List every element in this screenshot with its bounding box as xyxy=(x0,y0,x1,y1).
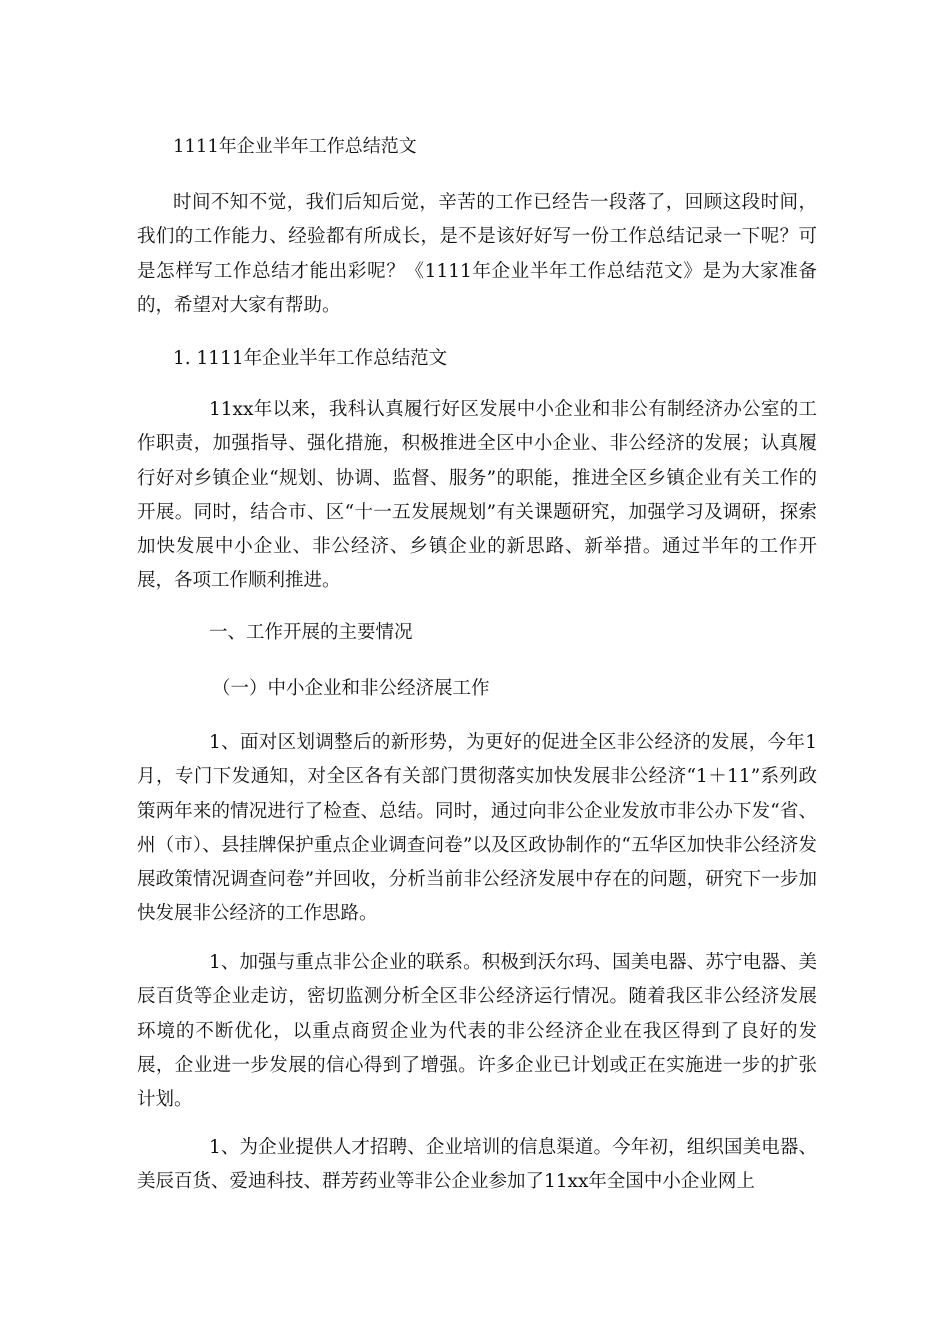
section-heading: 1. 1111年企业半年工作总结范文 xyxy=(173,348,448,369)
body-paragraph-2: 1、面对区划调整后的新形势，为更好的促进全区非公经济的发展，今年1月，专门下发通知，对全区各有关部门贯彻落实加快发展非公经济“1＋11”系列政策两年来的情况进行了检查、总结。同时，通过向非公企业发放市非公办下发“省、州（市）、县挂牌保护重点企业调查问卷”以及区政协制作的“五华区加快非公经济发展政策情况调查问卷”并回收，分析当前非公经济发展中存在的问题，研究下一步加快发展非公经济的工作思路。 xyxy=(137,732,817,925)
body-paragraph-4: 1、为企业提供人才招聘、企业培训的信息渠道。今年初，组织国美电器、美辰百货、爱迪科技、群芳药业等非公企业参加了11xx年全国中小企业网上 xyxy=(137,1137,817,1193)
body-paragraph-1: 11xx年以来，我科认真履行好区发展中小企业和非公有制经济办公室的工作职责，加强指导、强化措施，积极推进全区中小企业、非公经济的发展；认真履行好对乡镇企业“规划、协调、监督、服务”的职能，推进全区乡镇企业有关工作的开展。同时，结合市、区“十一五发展规划”有关课题研究，加强学习及调研，探索加快发展中小企业、非公经济、乡镇企业的新思路、新举措。通过半年的工作开展，各项工作顺利推进。 xyxy=(137,399,817,592)
subheading-main-situation: 一、工作开展的主要情况 xyxy=(209,622,413,643)
subheading-sme-work: （一）中小企业和非公经济展工作 xyxy=(212,678,490,699)
body-paragraph-3: 1、加强与重点非公企业的联系。积极到沃尔玛、国美电器、苏宁电器、美辰百货等企业走访，密切监测分析全区非公经济运行情况。随着我区非公经济发展环境的不断优化，以重点商贸企业为代表的非公经济企业在我区得到了良好的发展，企业进一步发展的信心得到了增强。许多企业已计划或正在实施进一步的扩张计划。 xyxy=(137,952,817,1111)
intro-paragraph: 时间不知不觉，我们后知后觉，辛苦的工作已经告一段落了，回顾这段时间，我们的工作能力、经验都有所成长，是不是该好好写一份工作总结记录一下呢？可是怎样写工作总结才能出彩呢？《1111年企业半年工作总结范文》是为大家准备的，希望对大家有帮助。 xyxy=(137,192,817,316)
document-title: 1111年企业半年工作总结范文 xyxy=(173,136,417,157)
